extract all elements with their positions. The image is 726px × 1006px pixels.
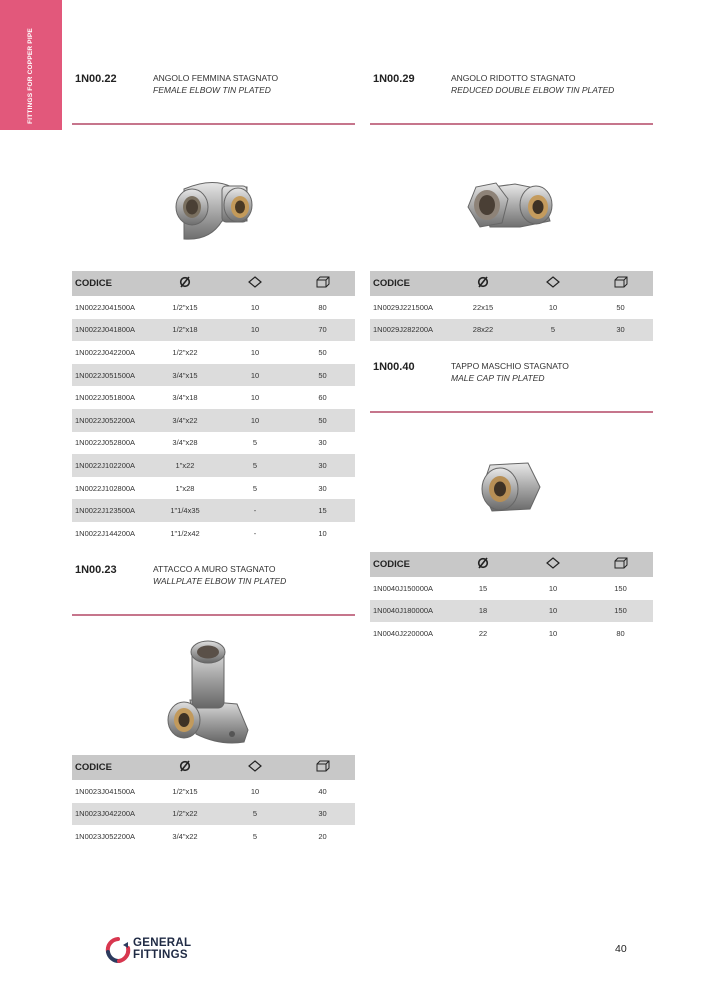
diameter-icon (150, 755, 220, 780)
table-row (72, 296, 355, 319)
pack-quantity-cell: 10 (518, 600, 588, 623)
product-code: 1N00.40 (373, 361, 415, 373)
table-row (72, 432, 355, 455)
pack-quantity-cell: - (220, 499, 290, 522)
size-cell: 15 (478, 583, 488, 593)
box-quantity-icon (290, 755, 355, 780)
code-column-header: CODICE (72, 755, 150, 780)
product-title-italian: ANGOLO FEMMINA STAGNATO (153, 73, 279, 83)
page-number: 40 (615, 943, 627, 955)
pack-quantity-cell: 10 (220, 319, 290, 342)
box-quantity-cell: 30 (290, 454, 355, 477)
table-row (370, 296, 653, 319)
table-row (72, 386, 355, 409)
spec-table (370, 552, 653, 645)
pack-quantity-cell: 10 (548, 583, 558, 593)
table-row (72, 825, 355, 848)
section-divider (370, 411, 653, 413)
item-code-cell: 1N0029J282200A (370, 319, 448, 342)
table-row (370, 577, 653, 600)
pack-quantity-cell: 10 (250, 786, 260, 796)
size-cell: 1"x28 (175, 483, 195, 493)
table-row (72, 499, 355, 522)
box-quantity-cell: 20 (318, 831, 327, 841)
section-divider (72, 123, 355, 125)
size-cell: 3/4"x18 (172, 393, 198, 403)
product-section (72, 71, 355, 545)
box-quantity-cell: 30 (318, 483, 327, 493)
box-quantity-cell: 50 (290, 364, 355, 387)
box-quantity-icon (290, 271, 355, 296)
diameter-icon (448, 271, 518, 296)
brand-name (133, 937, 191, 961)
spec-table (72, 755, 355, 848)
item-code-cell: 1N0040J180000A (370, 600, 448, 623)
diameter-icon (150, 271, 220, 296)
table-row (370, 622, 653, 645)
box-quantity-cell: 15 (290, 499, 355, 522)
product-code: 1N00.23 (75, 564, 117, 576)
item-code-cell: 1N0022J052200A (72, 409, 150, 432)
pack-quantity-cell: 10 (250, 347, 260, 357)
size-cell: 3/4"x28 (172, 438, 198, 448)
pack-quantity-cell: 5 (220, 454, 290, 477)
pack-quantity-cell: 5 (252, 483, 258, 493)
brand-logo-icon (105, 936, 131, 964)
product-title-italian: ANGOLO RIDOTTO STAGNATO (451, 73, 576, 83)
pack-quantity-icon (518, 552, 588, 577)
item-code-cell: 1N0023J052200A (75, 831, 136, 841)
pack-quantity-cell: 10 (548, 628, 558, 638)
box-quantity-cell: 10 (318, 528, 327, 538)
box-quantity-icon (588, 271, 653, 296)
box-quantity-cell: 150 (588, 600, 653, 623)
box-quantity-cell: 80 (318, 302, 327, 312)
size-cell: 22 (478, 628, 488, 638)
item-code-cell: 1N0022J051800A (75, 393, 136, 403)
pack-quantity-cell: 10 (220, 364, 290, 387)
item-code-cell: 1N0022J041800A (72, 319, 150, 342)
pack-quantity-cell: 10 (250, 393, 260, 403)
product-image-male-cap (370, 417, 653, 552)
box-quantity-cell: 30 (588, 319, 653, 342)
product-code: 1N00.22 (75, 73, 117, 85)
table-row (72, 319, 355, 342)
table-row (72, 803, 355, 826)
table-row (72, 454, 355, 477)
size-cell: 18 (448, 600, 518, 623)
product-code: 1N00.29 (373, 73, 415, 85)
section-divider (370, 123, 653, 125)
table-row (72, 522, 355, 545)
pack-quantity-icon (220, 271, 290, 296)
size-cell: 1/2"x15 (172, 786, 198, 796)
item-code-cell: 1N0022J042200A (75, 347, 136, 357)
product-image-reduced-elbow (370, 129, 653, 271)
pack-quantity-cell: 5 (252, 831, 258, 841)
product-title-english: FEMALE ELBOW TIN PLATED (153, 85, 271, 95)
brand-logo (105, 936, 215, 966)
box-quantity-cell: 40 (318, 786, 327, 796)
brand-line-2: FITTINGS (133, 949, 188, 961)
item-code-cell: 1N0023J041500A (75, 786, 136, 796)
size-cell: 1/2"x22 (172, 347, 198, 357)
pack-quantity-cell: 5 (518, 319, 588, 342)
size-cell: 1/2"x15 (172, 302, 198, 312)
size-cell: 1"x22 (150, 454, 220, 477)
table-row (370, 319, 653, 342)
item-code-cell: 1N0022J144200A (75, 528, 136, 538)
table-row (72, 477, 355, 500)
item-code-cell: 1N0040J150000A (373, 583, 434, 593)
item-code-cell: 1N0022J041500A (75, 302, 136, 312)
size-cell: 1/2"x22 (150, 803, 220, 826)
box-quantity-cell: 60 (318, 393, 327, 403)
product-title-italian: ATTACCO A MURO STAGNATO (153, 564, 276, 574)
box-quantity-cell: 50 (318, 347, 327, 357)
table-row (72, 409, 355, 432)
product-title-english: REDUCED DOUBLE ELBOW TIN PLATED (451, 85, 615, 95)
item-code-cell: 1N0022J102200A (72, 454, 150, 477)
box-quantity-cell: 50 (290, 409, 355, 432)
product-title-english: WALLPLATE ELBOW TIN PLATED (153, 576, 287, 586)
pack-quantity-cell: 10 (220, 409, 290, 432)
product-title-english: MALE CAP TIN PLATED (451, 373, 545, 383)
brand-line-1: GENERAL (133, 937, 192, 949)
box-quantity-icon (588, 552, 653, 577)
product-title-italian: TAPPO MASCHIO STAGNATO (451, 361, 569, 371)
diameter-icon (448, 552, 518, 577)
box-quantity-cell: 70 (290, 319, 355, 342)
size-cell: 3/4"x22 (172, 831, 198, 841)
item-code-cell: 1N0029J221500A (373, 302, 434, 312)
table-row (72, 341, 355, 364)
box-quantity-cell: 30 (290, 803, 355, 826)
size-cell: 1"1/4x35 (150, 499, 220, 522)
product-section (370, 359, 653, 645)
box-quantity-cell: 50 (616, 302, 625, 312)
item-code-cell: 1N0022J051500A (72, 364, 150, 387)
product-image-female-elbow (72, 129, 355, 271)
size-cell: 3/4"x15 (150, 364, 220, 387)
size-cell: 1/2"x18 (150, 319, 220, 342)
pack-quantity-cell: 5 (252, 438, 258, 448)
product-section (370, 71, 653, 341)
item-code-cell: 1N0022J052800A (75, 438, 136, 448)
pack-quantity-icon (220, 755, 290, 780)
item-code-cell: 1N0022J102800A (75, 483, 136, 493)
spec-table (370, 271, 653, 341)
category-label: FITTINGS FOR COPPER PIPE (27, 28, 34, 124)
code-column-header: CODICE (370, 271, 448, 296)
box-quantity-cell: 30 (318, 438, 327, 448)
item-code-cell: 1N0023J042200A (72, 803, 150, 826)
box-quantity-cell: 80 (616, 628, 625, 638)
pack-quantity-cell: 10 (250, 302, 260, 312)
category-side-tab (0, 0, 62, 130)
table-row (72, 364, 355, 387)
size-cell: 1"1/2x42 (170, 528, 200, 538)
section-divider (72, 614, 355, 616)
spec-table (72, 271, 355, 545)
pack-quantity-cell: 5 (220, 803, 290, 826)
size-cell: 28x22 (448, 319, 518, 342)
table-row (72, 780, 355, 803)
size-cell: 3/4"x22 (150, 409, 220, 432)
code-column-header: CODICE (370, 552, 448, 577)
pack-quantity-cell: 10 (548, 302, 558, 312)
product-section (72, 562, 355, 848)
product-image-wallplate-elbow (72, 620, 355, 755)
item-code-cell: 1N0040J220000A (373, 628, 434, 638)
item-code-cell: 1N0022J123500A (72, 499, 150, 522)
size-cell: 22x15 (472, 302, 494, 312)
box-quantity-cell: 150 (614, 583, 627, 593)
table-row (370, 600, 653, 623)
pack-quantity-cell: - (253, 528, 257, 538)
pack-quantity-icon (518, 271, 588, 296)
code-column-header: CODICE (72, 271, 150, 296)
